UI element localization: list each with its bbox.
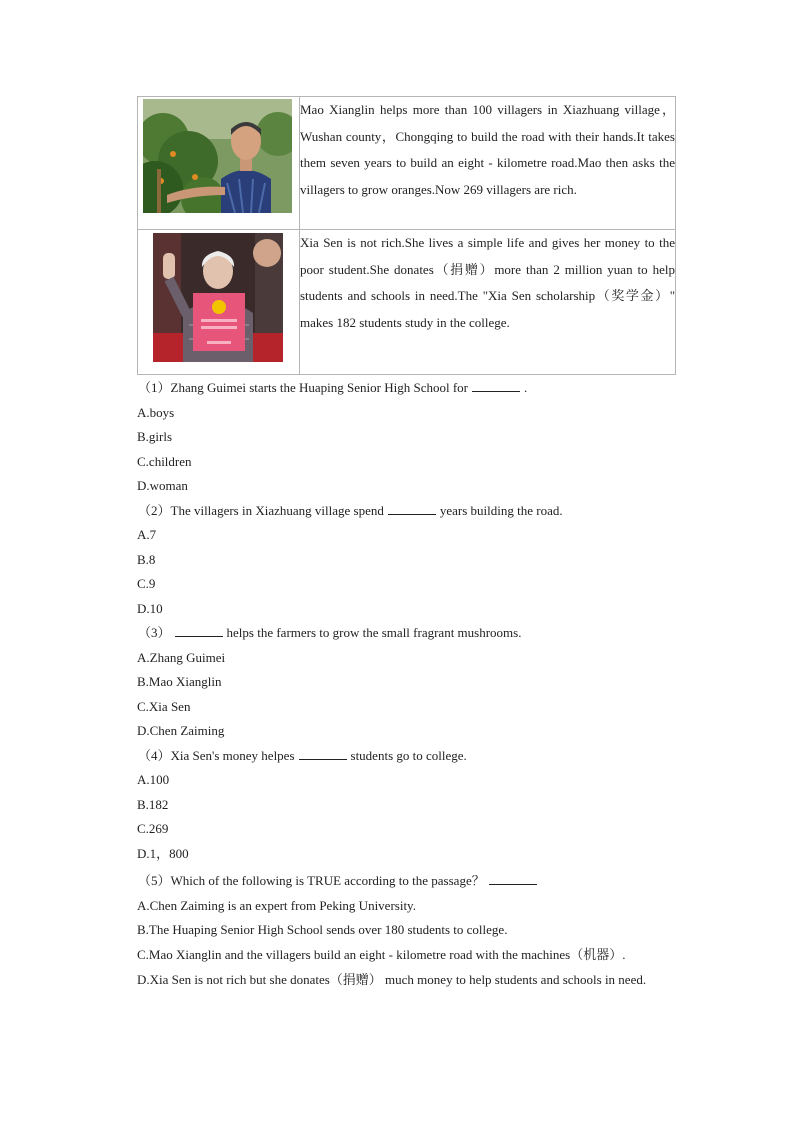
question-1 [137,376,677,401]
option-4b[interactable]: B.182 [137,796,169,812]
table-row [138,230,676,375]
question-3-tail: helps the farmers to grow the small fragrant mushrooms. [226,625,522,640]
answer-blank[interactable] [388,502,436,515]
option-1c[interactable]: C.children [137,453,192,469]
option-1a[interactable]: A.boys [137,404,175,420]
questions-section [137,376,677,993]
question-1-text: （1）Zhang Guimei starts the Huaping Senior High School for [138,380,469,395]
option-4c[interactable]: C.269 [137,821,169,836]
image-cell [138,97,300,230]
option-3a[interactable]: A.Zhang Guimei [137,649,226,665]
answer-blank[interactable] [489,872,537,885]
option-3b[interactable]: B.Mao Xianglin [137,674,222,689]
option-3d[interactable]: D.Chen Zaiming [137,723,225,738]
option-2d[interactable]: D.10 [137,600,163,616]
option-1d[interactable]: D.woman [137,478,188,493]
people-table [137,96,676,375]
image-cell [138,230,300,375]
option-5a[interactable]: A.Chen Zaiming is an expert from Peking University. [137,897,416,913]
option-5c[interactable]: C.Mao Xianglin and the villagers build an eight - kilometre road with the machines（机器）. [137,946,626,962]
answer-blank[interactable] [472,379,520,392]
question-4 [137,744,677,769]
option-5d[interactable]: D.Xia Sen is not rich but she donates（捐赠） much money to help students and schools in need. [137,972,647,987]
option-3c[interactable]: C.Xia Sen [137,698,191,714]
option-4a[interactable]: A.100 [137,772,170,787]
answer-blank[interactable] [299,747,347,760]
question-5 [137,869,677,894]
question-1-tail: . [524,380,528,395]
man-in-orange-orchard-photo-icon [143,99,292,213]
option-4d[interactable]: D.1，800 [137,845,189,861]
question-3 [137,621,677,646]
question-4-tail: students go to college. [350,747,467,763]
mao-xianglin-text: Mao Xianglin helps more than 100 villagers in Xiazhuang village，Wushan county，Chongqing to build the road with their hands.It takes them seven years to build an eight - kilometre road.Mao then asks the villagers to grow oranges.Now 269 villagers are rich. [300,97,676,230]
option-2b[interactable]: B.8 [137,551,156,567]
option-2c[interactable]: C.9 [137,576,156,591]
option-1b[interactable]: B.girls [137,429,173,444]
question-5-text: （5）Which of the following is TRUE according to the passage？ [138,873,485,888]
option-2a[interactable]: A.7 [137,527,157,542]
table-row [138,97,676,230]
question-2-tail: years building the road. [439,502,563,518]
question-4-text: （4）Xia Sen's money helpes [138,747,295,763]
elderly-woman-with-certificate-photo-icon [153,233,283,362]
question-2 [137,499,677,524]
question-3-text: （3） [138,625,171,640]
question-2-text: （2）The villagers in Xiazhuang village spend [138,502,384,518]
xia-sen-text: Xia Sen is not rich.She lives a simple life and gives her money to the poor student.She donates（捐赠）more than 2 million yuan to help students and schools in need.The "Xia Sen scholarship（奖学金）" makes 182 students study in the college. [300,230,676,375]
option-5b[interactable]: B.The Huaping Senior High School sends over 180 students to college. [137,922,508,937]
worksheet-page [137,96,677,993]
answer-blank[interactable] [175,624,223,637]
